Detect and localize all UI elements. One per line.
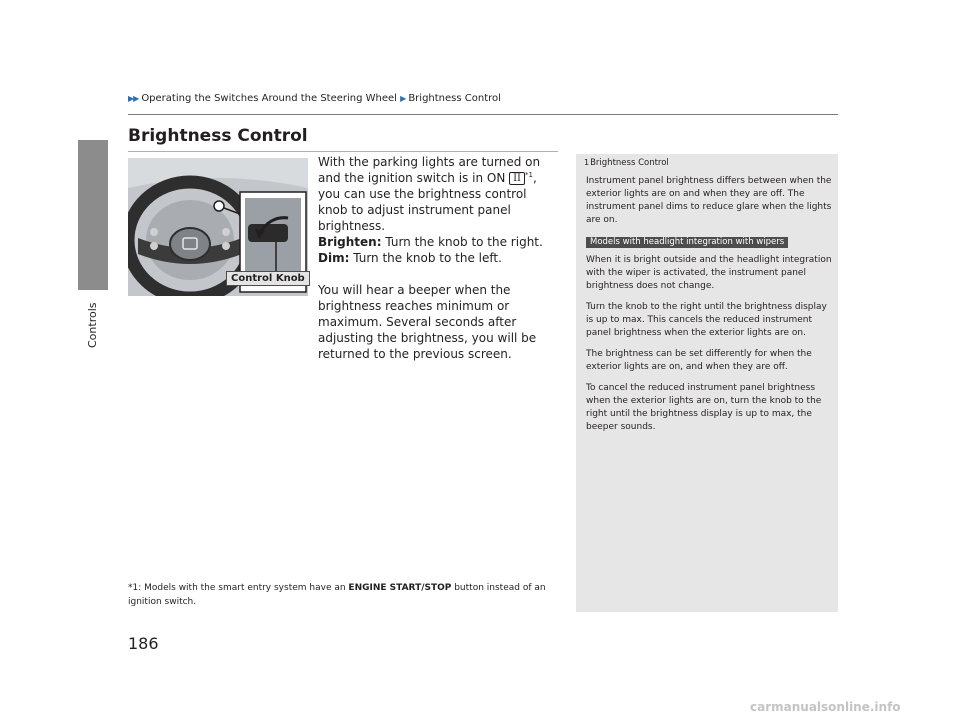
footnote-ref[interactable]: *1 — [525, 171, 533, 179]
header-rule — [128, 114, 838, 115]
control-knob-callout: Control Knob — [226, 271, 310, 286]
dim-text: Turn the knob to the left. — [349, 251, 502, 265]
footnote-text-b: button instead of an ignition switch. — [128, 583, 546, 607]
intro-text-a: With the parking lights are turned on and the ignition switch is in ON — [318, 155, 541, 185]
brighten-label: Brighten: — [318, 235, 382, 249]
breadcrumb-arrow-icon: ▶▶ — [128, 94, 139, 103]
ignition-on-symbol: II — [509, 172, 525, 185]
breadcrumb-item-brightness[interactable]: Brightness Control — [408, 93, 501, 104]
reference-symbol-icon: 1 — [584, 158, 590, 167]
brighten-line — [318, 234, 558, 250]
intro-text-b: , you can use the brightness control knob to adjust instrument panel brightness. — [318, 171, 537, 233]
watermark: carmanualsonline.info — [750, 700, 901, 714]
footnote-text-a: *1: Models with the smart entry system have an — [128, 583, 349, 593]
breadcrumb-arrow-icon: ▶ — [400, 94, 406, 103]
note-paragraph-5: To cancel the reduced instrument panel brightness when the exterior lights are on, turn the knob to the right until the brightness display is up to max, the beeper sounds. — [586, 383, 822, 432]
dim-line — [318, 250, 558, 266]
notes-heading — [584, 158, 669, 168]
notes-body — [586, 175, 832, 442]
note-paragraph-2: When it is bright outside and the headlight integration with the wiper is activated, the instrument panel brightness does not change. — [586, 255, 832, 291]
note-paragraph-1: Instrument panel brightness differs between when the exterior lights are on and when they are off. The instrument panel dims to reduce glare when the lights are on. — [586, 176, 832, 225]
page-title: Brightness Control — [128, 126, 308, 146]
model-badge: Models with headlight integration with wipers — [586, 237, 788, 248]
brighten-text: Turn the knob to the right. — [381, 235, 543, 249]
note-paragraph-3: Turn the knob to the right until the brightness display is up to max. This cancels the reduced instrument panel brightness when the exterior lights are on. — [586, 302, 827, 338]
chapter-tab — [78, 140, 108, 290]
title-rule — [128, 151, 558, 152]
breadcrumb-item-switches[interactable]: Operating the Switches Around the Steering Wheel — [141, 93, 397, 104]
notes-heading-text: Brightness Control — [590, 158, 669, 168]
intro-paragraph — [318, 154, 558, 234]
footnote — [128, 581, 564, 609]
chapter-label: Controls — [86, 302, 99, 348]
main-text — [318, 154, 558, 362]
footnote-engine-start-stop: ENGINE START/STOP — [348, 583, 452, 593]
breadcrumb — [128, 93, 501, 104]
page-number: 186 — [128, 634, 159, 653]
notes-sidebar — [576, 154, 838, 612]
beeper-paragraph: You will hear a beeper when the brightness reaches minimum or maximum. Several seconds after adjusting the brightness, you will be returned to the previous screen. — [318, 283, 537, 361]
note-paragraph-4: The brightness can be set differently for when the exterior lights are on, and when they are off. — [586, 349, 812, 372]
dim-label: Dim: — [318, 251, 350, 265]
